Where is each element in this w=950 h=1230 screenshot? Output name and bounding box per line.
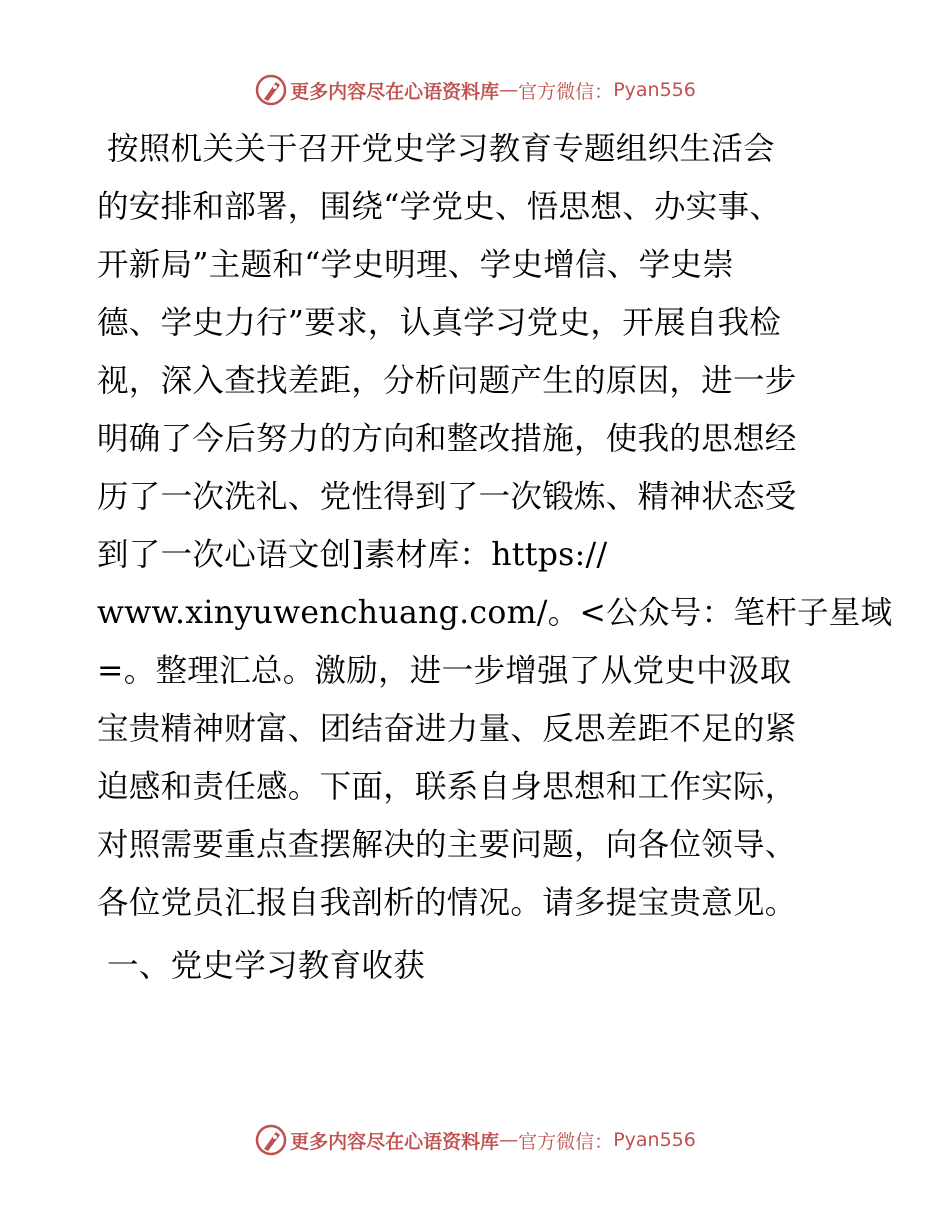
paragraph-line: 德、学史力行”要求，认真学习党史，开展自我检 <box>97 305 782 341</box>
watermark-banner-bottom <box>0 1120 950 1160</box>
paragraph-line: 宝贵精神财富、团结奋进力量、反思差距不足的紧 <box>97 711 797 747</box>
watermark-suffix-text: 官方微信： <box>518 1130 614 1153</box>
paragraph-line: 到了一次心语文创]素材库：https:// <box>97 537 608 573</box>
paragraph-line: 按照机关关于召开党史学习教育专题组织生活会 <box>107 131 775 167</box>
paragraph-line: 历了一次洗礼、党性得到了一次锻炼、精神状态受 <box>97 479 797 515</box>
paragraph-line: 视，深入查找差距，分析问题产生的原因，进一步 <box>97 363 797 399</box>
watermark-wechat-id: Pyan556 <box>613 1129 696 1151</box>
watermark-main-text: 更多内容尽在心语资料库 <box>290 80 500 103</box>
watermark-main-text: 更多内容尽在心语资料库 <box>290 1130 500 1153</box>
paragraph-line: www.xinyuwenchuang.com/。<公众号：笔杆子星域 <box>97 595 893 631</box>
paragraph-line: =。整理汇总。激励，进一步增强了从党史中汲取 <box>97 653 792 689</box>
paragraph-line: 对照需要重点查摆解决的主要问题，向各位领导、 <box>97 827 797 863</box>
watermark-suffix-text: 官方微信： <box>518 80 614 103</box>
paragraph-line: 迫感和责任感。下面，联系自身思想和工作实际， <box>97 769 797 805</box>
document-body <box>97 120 893 995</box>
paragraph-line: 的安排和部署，围绕“学党史、悟思想、办实事、 <box>97 189 782 225</box>
paragraph-line: 明确了今后努力的方向和整改措施，使我的思想经 <box>97 421 797 457</box>
paragraph-line: 各位党员汇报自我剖析的情况。请多提宝贵意见。 <box>97 885 797 921</box>
paragraph-line: 开新局”主题和“学史明理、学史增信、学史崇 <box>97 247 735 283</box>
section-heading: 一、党史学习教育收获 <box>107 948 426 984</box>
pen-nib-logo-icon <box>254 73 288 107</box>
watermark-separator: — <box>499 1129 519 1151</box>
watermark-separator: — <box>499 79 519 101</box>
pen-nib-logo-icon <box>254 1123 288 1157</box>
watermark-wechat-id: Pyan556 <box>613 79 696 101</box>
watermark-banner-top <box>0 70 950 110</box>
